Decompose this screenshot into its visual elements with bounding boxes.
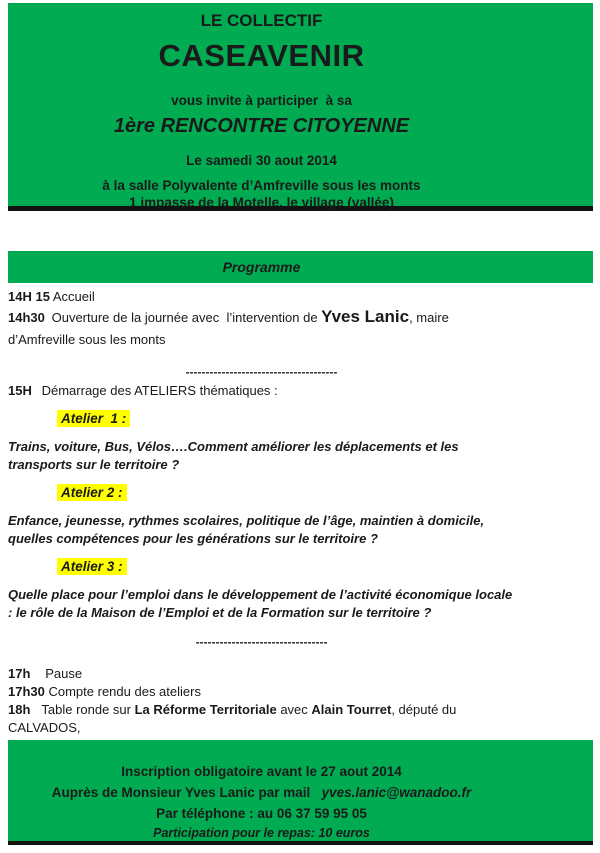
programme-title: Programme xyxy=(222,259,301,275)
venue-line-1: à la salle Polyvalente d’Amfreville sous les monts xyxy=(102,178,421,193)
schedule-item-ouverture xyxy=(8,306,515,351)
schedule-text: Démarrage des ATELIERS thématiques : xyxy=(38,383,278,398)
round-table-topic: La Réforme Territoriale xyxy=(134,702,277,717)
registration-deadline: Inscription obligatoire avant le 27 aout 2014 xyxy=(121,764,402,779)
collective-label: LE COLLECTIF xyxy=(200,11,323,30)
registration-contact xyxy=(8,782,515,803)
contact-email: yves.lanic@wanadoo.fr xyxy=(321,785,472,800)
header-content xyxy=(8,10,515,211)
contact-phone: Par téléphone : au 06 37 59 95 05 xyxy=(156,806,367,821)
venue-line-2: 1 impasse de la Motelle, le village (vallée) xyxy=(129,195,394,210)
footer-content xyxy=(8,761,515,843)
schedule-time: 18h xyxy=(8,702,31,717)
atelier-2-label-row xyxy=(57,484,515,501)
schedule-item-compte-rendu xyxy=(8,683,515,701)
meal-participation-note: Participation pour le repas: 10 euros xyxy=(153,826,370,840)
round-table-post: , député du CALVADOS, xyxy=(8,702,461,735)
atelier-1-label: Atelier 1 : xyxy=(57,410,130,427)
atelier-1-label-row xyxy=(57,410,515,427)
schedule-item-pause xyxy=(8,665,515,683)
schedule-text-pre: Ouverture de la journée avec l’intervention de xyxy=(48,310,322,325)
dashed-separator-2: --------------------------------- xyxy=(195,635,328,649)
footer-banner xyxy=(8,740,593,845)
schedule-item-table-ronde xyxy=(8,701,515,737)
schedule-item-ateliers-intro xyxy=(8,382,515,400)
schedule-time: 17h xyxy=(8,666,31,681)
invite-line: vous invite à participer à sa xyxy=(171,93,352,108)
schedule-text: Accueil xyxy=(49,289,95,304)
atelier-3-description: Quelle place pour l’emploi dans le développement de l’activité économique locale : le rôle de la Maison de l’Emploi et de la Formation sur le territoire ? xyxy=(8,587,516,620)
event-title: 1ère RENCONTRE CITOYENNE xyxy=(113,115,410,137)
event-date: Le samedi 30 aout 2014 xyxy=(186,153,337,168)
header-banner xyxy=(8,3,593,211)
atelier-3-label: Atelier 3 : xyxy=(57,558,127,575)
collective-name: CASEAVENIR xyxy=(158,38,365,73)
atelier-1-description: Trains, voiture, Bus, Vélos….Comment améliorer les déplacements et les transports sur le territoire ? xyxy=(8,439,463,472)
round-table-guest-1: Alain Tourret xyxy=(311,702,392,717)
speaker-name: Yves Lanic xyxy=(321,307,410,326)
round-table-mid: avec xyxy=(276,702,312,717)
atelier-3-label-row xyxy=(57,558,515,575)
atelier-2-description: Enfance, jeunesse, rythmes scolaires, politique de l’âge, maintien à domicile, quelles compétences pour les générations sur le territoire ? xyxy=(8,513,488,546)
schedule-time: 14H 15 xyxy=(8,289,50,304)
programme-body xyxy=(8,288,515,773)
schedule-item-accueil xyxy=(8,288,515,306)
atelier-2-label: Atelier 2 : xyxy=(57,484,127,501)
schedule-time: 17h30 xyxy=(8,684,45,699)
schedule-text: Pause xyxy=(38,666,83,681)
dashed-separator-1: -------------------------------------- xyxy=(185,365,338,379)
schedule-text: Compte rendu des ateliers xyxy=(44,684,201,699)
programme-bar xyxy=(8,251,593,283)
schedule-text-post: , maire d’Amfreville sous les monts xyxy=(8,310,453,347)
round-table-pre: Table ronde sur xyxy=(38,702,135,717)
schedule-time: 15H xyxy=(8,383,32,398)
schedule-time: 14h30 xyxy=(8,310,45,325)
registration-contact-text: Auprès de Monsieur Yves Lanic par mail xyxy=(51,785,322,800)
